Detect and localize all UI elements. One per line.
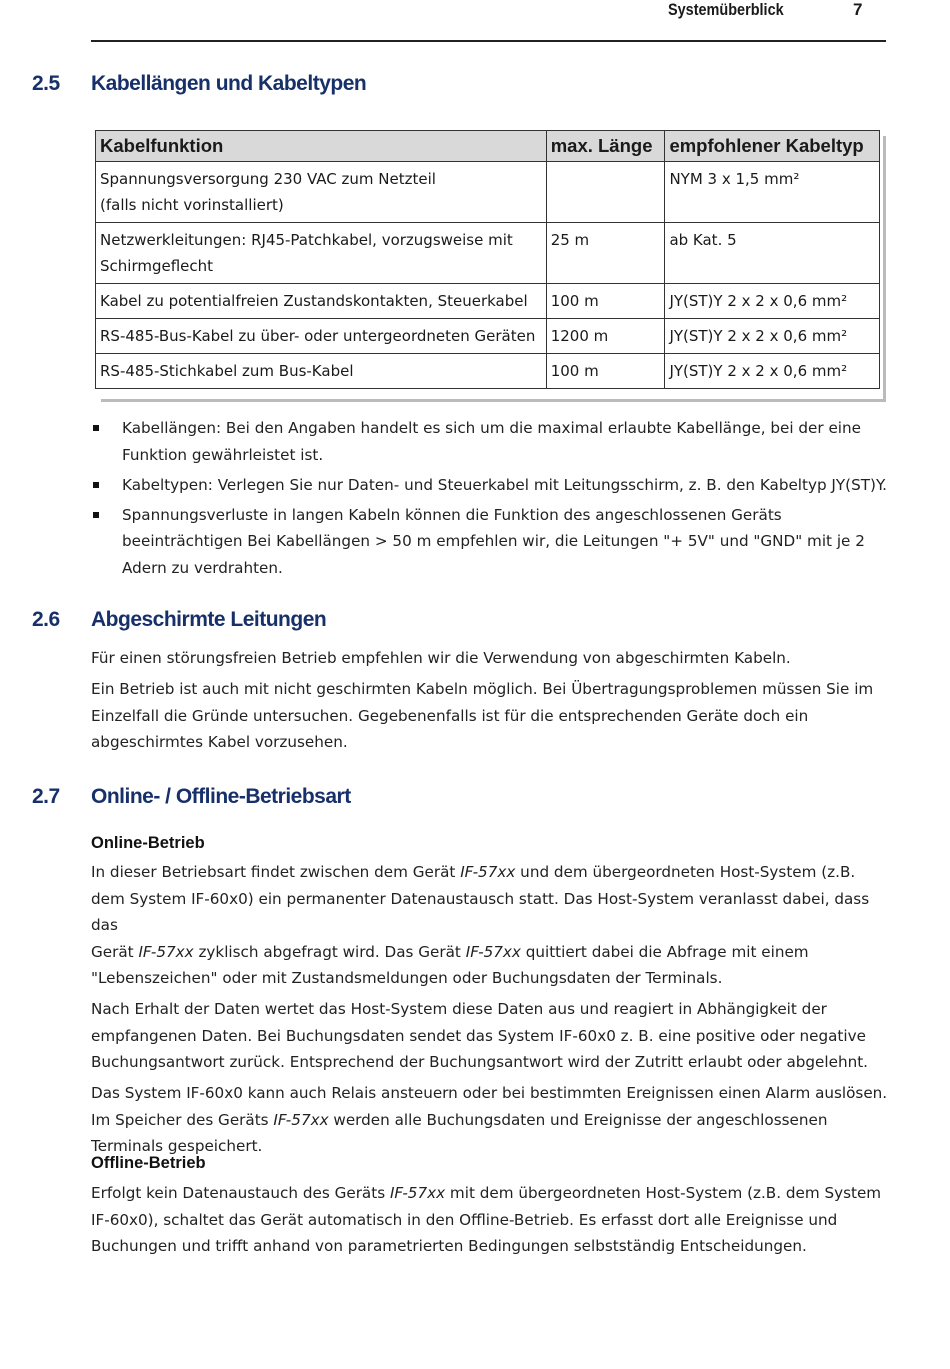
header-rule xyxy=(91,40,886,42)
section-number-2-6: 2.6 xyxy=(32,608,60,631)
device-name: IF-57xx xyxy=(389,1184,446,1202)
square-bullet-icon xyxy=(93,482,99,488)
paragraph-line: Nach Erhalt der Daten wertet das Host-System diese Daten aus und reagiert in Abhängigkeit der xyxy=(91,1000,827,1018)
list-item xyxy=(91,415,891,468)
cell-text: Schirmgeflecht xyxy=(100,257,214,275)
section-number-2-5: 2.5 xyxy=(32,72,60,95)
cell-function xyxy=(96,162,547,223)
paragraph-line: Gerät xyxy=(91,942,139,961)
cell-function: Kabel zu potentialfreien Zustandskontakten, Steuerkabel xyxy=(96,284,547,319)
header-title: Systemüberblick xyxy=(668,0,784,19)
cell-type: NYM 3 x 1,5 mm² xyxy=(665,162,880,223)
section-number-2-7: 2.7 xyxy=(32,785,60,808)
list-item-text: Kabellängen: Bei den Angaben handelt es sich um die maximal erlaubte Kabellänge, bei der eine xyxy=(122,419,861,437)
cell-length: 100 m xyxy=(546,354,665,389)
paragraph xyxy=(91,1180,891,1260)
cell-type: JY(ST)Y 2 x 2 x 0,6 mm² xyxy=(665,284,880,319)
column-header-type: empfohlener Kabeltyp xyxy=(665,131,880,162)
cell-length xyxy=(546,162,665,223)
table-row xyxy=(96,354,880,389)
cell-text: Netzwerkleitungen: RJ45-Patchkabel, vorzugsweise mit xyxy=(100,231,513,249)
page-number: 7 xyxy=(853,0,863,19)
cable-table xyxy=(95,130,880,389)
cell-type: JY(ST)Y 2 x 2 x 0,6 mm² xyxy=(665,354,880,389)
device-name: IF-57xx xyxy=(273,1110,329,1129)
column-header-length: max. Länge xyxy=(546,131,665,162)
paragraph xyxy=(91,1080,891,1160)
table-row xyxy=(96,223,880,284)
table-row xyxy=(96,284,880,319)
cell-text: Spannungsversorgung 230 VAC zum Netzteil xyxy=(100,170,436,188)
paragraph-line: abgeschirmtes Kabel vorzusehen. xyxy=(91,733,348,751)
online-body xyxy=(91,859,891,1160)
paragraph-line: Ein Betrieb ist auch mit nicht geschirmten Kabeln möglich. Bei Übertragungsproblemen müssen Sie im xyxy=(91,680,874,698)
list-item-text: Funktion gewährleistet ist. xyxy=(122,445,324,464)
section-title-2-7: Online- / Offline-Betriebsart xyxy=(91,785,351,808)
paragraph-line: dem System IF-60x0) ein permanenter Datenaustausch statt. Das Host-System veranlasst dabei, dass das xyxy=(91,889,870,934)
section-2-6-body xyxy=(91,645,891,756)
cell-function xyxy=(96,223,547,284)
paragraph-line: Terminals gespeichert. xyxy=(91,1137,263,1155)
cell-length: 100 m xyxy=(546,284,665,319)
square-bullet-icon xyxy=(93,512,99,518)
list-item-text: Adern zu verdrahten. xyxy=(122,558,283,577)
paragraph-line: quittiert dabei die Abfrage mit einem xyxy=(520,942,809,961)
cell-type: ab Kat. 5 xyxy=(665,223,880,284)
paragraph-line: werden alle Buchungsdaten und Ereignisse der angeschlossenen xyxy=(328,1110,828,1129)
table-header-row xyxy=(96,131,880,162)
list-item-text: Kabeltypen: Verlegen Sie nur Daten- und Steuerkabel mit Leitungsschirm, z. B. den Kabeltyp JY(ST)Y. xyxy=(122,475,887,494)
table-row xyxy=(96,162,880,223)
offline-body xyxy=(91,1180,891,1260)
paragraph: Für einen störungsfreien Betrieb empfehlen wir die Verwendung von abgeschirmten Kabeln. xyxy=(91,649,791,667)
paragraph-line: Einzelfall die Gründe untersuchen. Gegebenenfalls ist für die entsprechenden Geräte doch ein xyxy=(91,706,809,725)
paragraph-line: In dieser Betriebsart findet zwischen dem Gerät xyxy=(91,863,461,881)
paragraph xyxy=(91,996,891,1076)
device-name: IF-57xx xyxy=(465,942,521,961)
paragraph-line: "Lebenszeichen" oder mit Zustandsmeldungen oder Buchungsdaten der Terminals. xyxy=(91,969,723,987)
square-bullet-icon xyxy=(93,425,99,431)
paragraph-line: IF-60x0), schaltet das Gerät automatisch in den Offline-Betrieb. Es erfasst dort alle Ereignisse und xyxy=(91,1210,838,1229)
paragraph-line: Buchungen und trifft anhand von parametrierten Bedingungen selbstständig Entscheidungen. xyxy=(91,1237,807,1255)
list-item xyxy=(91,502,891,582)
cell-function: RS-485-Stichkabel zum Bus-Kabel xyxy=(96,354,547,389)
cell-text: (falls nicht vorinstalliert) xyxy=(100,196,284,214)
list-item-text: beeinträchtigen Bei Kabellängen > 50 m empfehlen wir, die Leitungen "+ 5V" und "GND" mit je 2 xyxy=(122,532,865,550)
device-name: IF-57xx xyxy=(138,942,194,961)
section-title-2-6: Abgeschirmte Leitungen xyxy=(91,608,327,631)
device-name: IF-57xx xyxy=(460,863,516,881)
paragraph xyxy=(91,676,891,756)
paragraph-line: zyklisch abgefragt wird. Das Gerät xyxy=(193,942,466,961)
paragraph-line: und dem übergeordneten Host-System (z.B. xyxy=(515,863,856,881)
list-item xyxy=(91,472,891,499)
paragraph-line: Erfolgt kein Datenaustauch des Geräts xyxy=(91,1184,390,1202)
subheading-online: Online-Betrieb xyxy=(91,834,205,852)
table-row xyxy=(96,319,880,354)
column-header-function: Kabelfunktion xyxy=(96,131,547,162)
bullet-list xyxy=(91,415,891,585)
paragraph-line: Das System IF-60x0 kann auch Relais ansteuern oder bei bestimmten Ereignissen einen Alarm auslösen. xyxy=(91,1084,888,1102)
cell-function: RS-485-Bus-Kabel zu über- oder untergeordneten Geräten xyxy=(96,319,547,354)
paragraph xyxy=(91,859,891,992)
list-item-text: Spannungsverluste in langen Kabeln können die Funktion des angeschlossenen Geräts xyxy=(122,505,782,524)
paragraph-line: empfangenen Daten. Bei Buchungsdaten sendet das System IF-60x0 z. B. eine positive oder negative xyxy=(91,1026,866,1045)
section-title-2-5: Kabellängen und Kabeltypen xyxy=(91,72,367,95)
cell-type: JY(ST)Y 2 x 2 x 0,6 mm² xyxy=(665,319,880,354)
cell-length: 25 m xyxy=(546,223,665,284)
paragraph-line: Buchungsantwort zurück. Entsprechend der Buchungsantwort wird der Zutritt erlaubt oder abgelehnt. xyxy=(91,1053,868,1071)
subheading-offline: Offline-Betrieb xyxy=(91,1154,206,1172)
cell-length: 1200 m xyxy=(546,319,665,354)
paragraph-line: mit dem übergeordneten Host-System (z.B. dem System xyxy=(445,1184,882,1202)
paragraph-line: Im Speicher des Geräts xyxy=(91,1110,274,1129)
